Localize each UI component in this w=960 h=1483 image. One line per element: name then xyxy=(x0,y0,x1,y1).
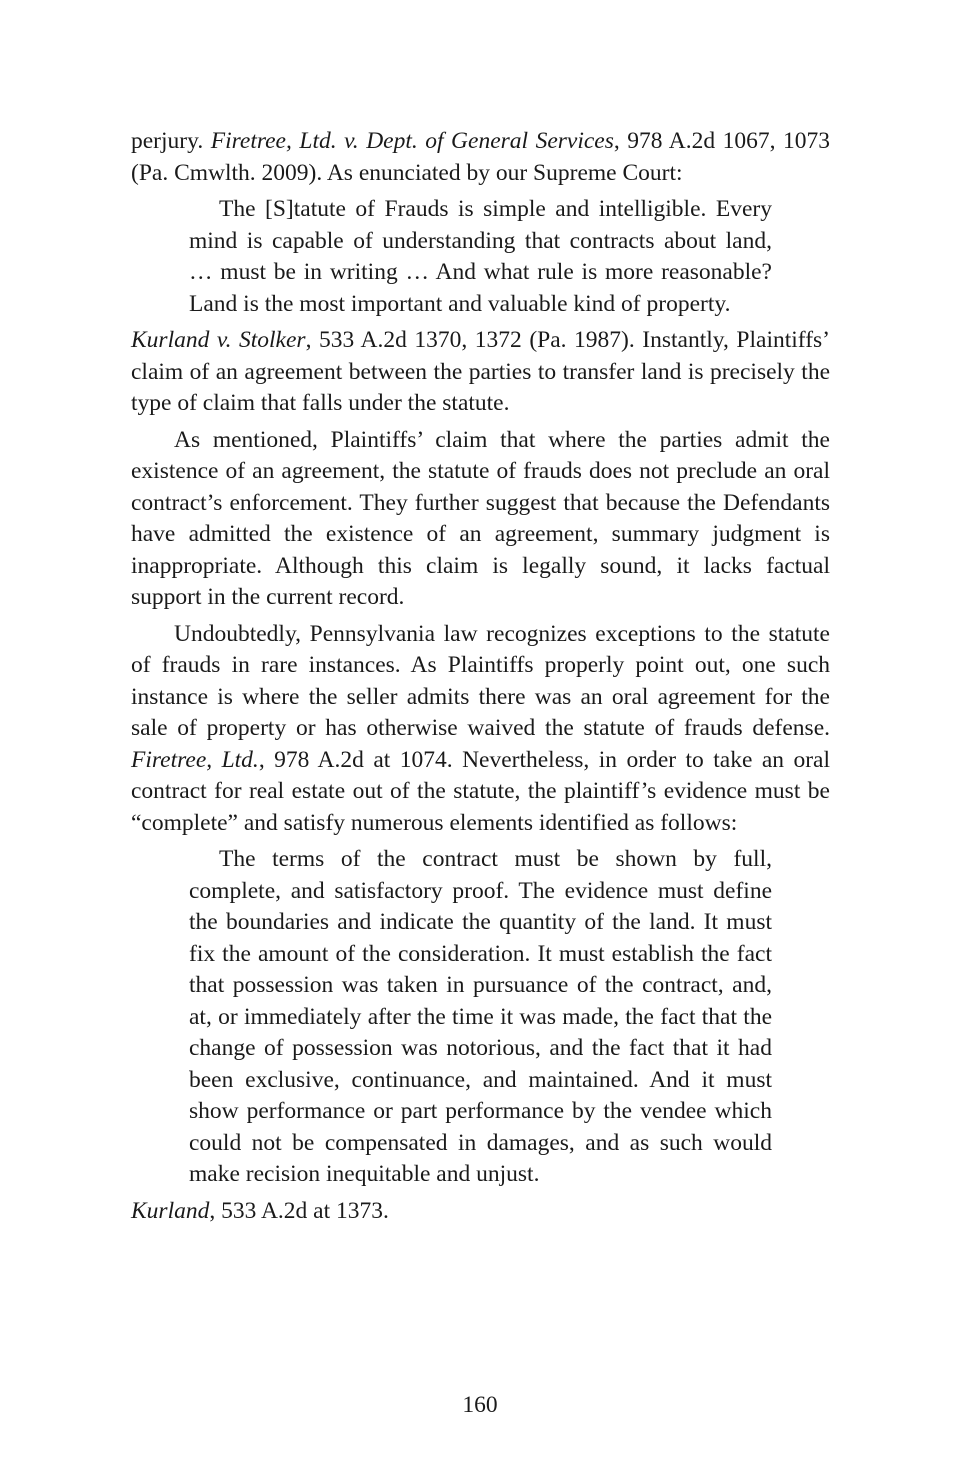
case-name: Firetree, Ltd. v. Dept. of General Services xyxy=(210,128,614,154)
paragraph-perjury xyxy=(131,126,830,189)
paragraph-as-mentioned: As mentioned, Plaintiffs’ claim that where the parties admit the existence of an agreement, the statute of frauds does not preclude an oral contract’s enforcement. They further suggest that because the Defendants have admitted the existence of an agreement, summary judgment is inappropriate. Although this claim is legally sound, it lacks factual support in the current record. xyxy=(131,426,830,610)
body-text xyxy=(131,126,830,1227)
text-run: Undoubtedly, Pennsylvania law recognizes exceptions to the statute of frauds in rare instances. As Plaintiffs properly point out, one such instance is where the seller admits there was an oral agreement for the sale of property or has otherwise waived the statute of frauds defense. xyxy=(131,620,830,741)
text-run: perjury. xyxy=(131,128,211,154)
text-run: , 533 A.2d at 1373. xyxy=(209,1197,389,1224)
paragraph-undoubtedly xyxy=(131,619,830,840)
paragraph-final-citation xyxy=(131,1196,830,1228)
paragraph-kurland-citation xyxy=(131,325,830,420)
case-name: Kurland v. Stolker xyxy=(131,327,306,353)
text-run: , 978 A.2d at 1074. Nevertheless, in order to take an oral contract for real estate out of the statute, the plaintiff’s evidence must be “complete” and satisfy numerous elements identified as follows: xyxy=(131,746,830,836)
page-number: 160 xyxy=(462,1392,498,1418)
block-quote-contract-terms: The terms of the contract must be shown by full, complete, and satisfactory proof. The evidence must define the boundaries and indicate the quantity of the land. It must fix the amount of the consideration. It must establish the fact that possession was taken in pursuance of the contract, and, at, or immediately after the time it was made, the fact that the change of possession was notorious, and the fact that it had been exclusive, continuance, and maintained. And it must show performance or part performance by the vendee which could not be compensated in damages, and as such would make recision inequitable and unjust. xyxy=(189,846,772,1187)
case-name: Firetree, Ltd. xyxy=(131,746,259,773)
block-quote-statute-of-frauds: The [S]tatute of Frauds is simple and intelligible. Every mind is capable of understanding that contracts about land, … must be in writing … And what rule is more reasonable? Land is the most important and valuable kind of property. xyxy=(189,196,772,317)
text-run: , 533 A.2d 1370, 1372 (Pa. 1987). Instantly, Plaintiffs’ claim of an agreement between the parties to transfer land is precisely the type of claim that falls under the statute. xyxy=(131,327,830,416)
case-name: Kurland xyxy=(131,1197,210,1224)
text-run: , 978 A.2d 1067, 1073 (Pa. Cmwlth. 2009). As enunciated by our Supreme Court: xyxy=(131,128,830,186)
